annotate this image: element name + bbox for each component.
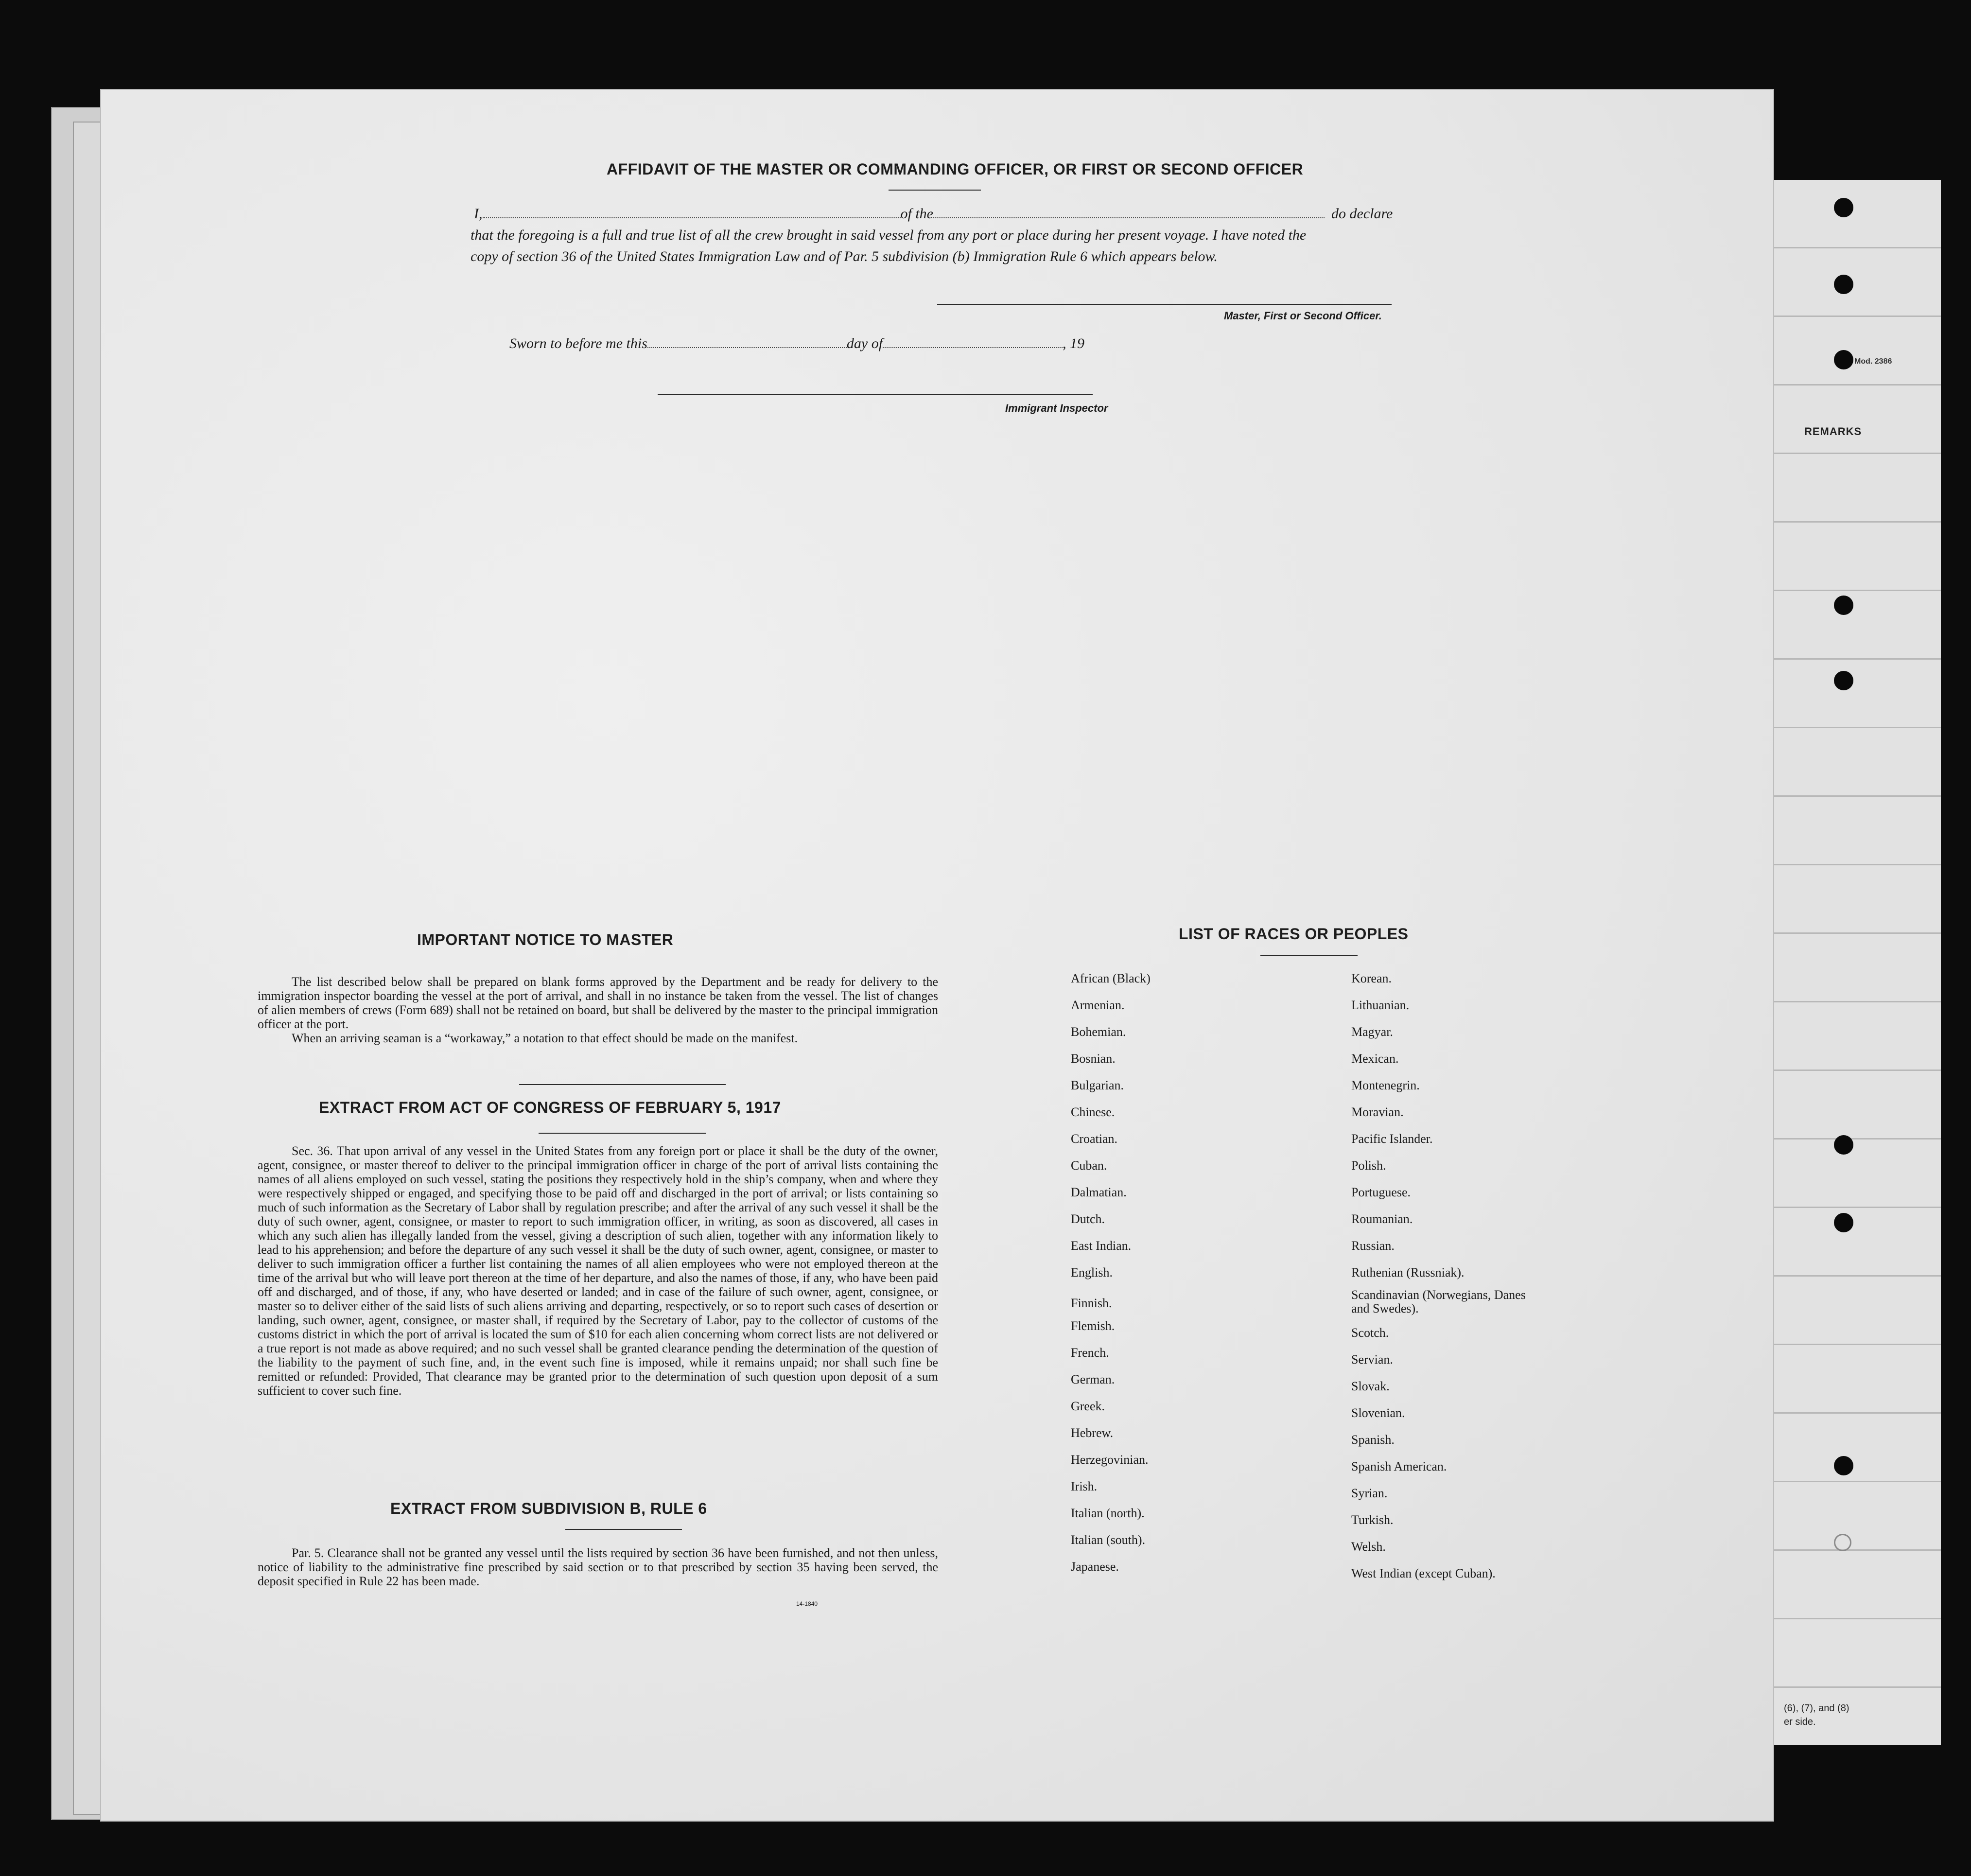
race-item: Armenian. (1071, 998, 1125, 1012)
affidavit-sheet (101, 90, 1773, 1821)
notice-paragraph-2: When an arriving seaman is a “workaway,” a notation to that effect should be made on the manifest. (292, 1031, 798, 1045)
punch-hole (1834, 671, 1853, 690)
punch-hole (1834, 1135, 1853, 1155)
form-model-number: Mod. 2386 (1854, 357, 1892, 366)
background-manifest-page (1750, 180, 1941, 1745)
rule-extract-body (258, 1546, 938, 1588)
race-item: Bulgarian. (1071, 1078, 1124, 1092)
race-item: Italian (north). (1071, 1506, 1145, 1520)
punch-hole (1834, 1456, 1853, 1475)
race-item: Bosnian. (1071, 1052, 1116, 1066)
race-item: Pacific Islander. (1351, 1132, 1433, 1146)
race-item: German. (1071, 1372, 1115, 1386)
race-item: Welsh. (1351, 1540, 1386, 1554)
race-item: Korean. (1351, 971, 1392, 985)
notice-body (258, 975, 938, 1045)
punch-hole (1834, 350, 1853, 369)
race-item: Montenegrin. (1351, 1078, 1420, 1092)
affidavit-line-1 (474, 206, 1393, 222)
act-extract-body (258, 1144, 938, 1398)
race-item: Dutch. (1071, 1212, 1105, 1226)
affidavit-title: AFFIDAVIT OF THE MASTER OR COMMANDING OFFICER, OR FIRST OR SECOND OFFICER (607, 160, 1304, 178)
race-item: Greek. (1071, 1399, 1105, 1413)
race-item: Servian. (1351, 1352, 1393, 1367)
sworn-year: , 19 (1063, 335, 1085, 351)
race-item: Slovenian. (1351, 1406, 1405, 1420)
act-extract-rule (539, 1133, 706, 1134)
race-item: Syrian. (1351, 1486, 1388, 1500)
sworn-prefix: Sworn to before me this (509, 335, 647, 351)
rule-extract-title: EXTRACT FROM SUBDIVISION B, RULE 6 (390, 1500, 707, 1517)
affidavit-line-3: copy of section 36 of the United States Immigration Law and of Par. 5 subdivision (b) Immigration Rule 6 which appears below. (471, 248, 1218, 264)
race-item: Polish. (1351, 1158, 1386, 1173)
sworn-line (509, 335, 1084, 352)
race-item: Lithuanian. (1351, 998, 1410, 1012)
race-item: Russian. (1351, 1239, 1395, 1253)
vessel-blank (933, 217, 1325, 218)
affidavit-declare: do declare (1331, 206, 1393, 222)
affidavit-of-the: of the (900, 206, 933, 222)
notice-title: IMPORTANT NOTICE TO MASTER (417, 931, 674, 948)
background-footnote-line1: (6), (7), and (8) (1784, 1703, 1849, 1714)
race-item: Portuguese. (1351, 1185, 1411, 1199)
punch-hole (1834, 596, 1853, 615)
race-item: Scotch. (1351, 1326, 1389, 1340)
remarks-header: REMARKS (1804, 425, 1862, 438)
race-item: Cuban. (1071, 1158, 1107, 1173)
race-item: Herzegovinian. (1071, 1453, 1149, 1467)
sworn-date-blank (647, 347, 847, 348)
race-item: Slovak. (1351, 1379, 1390, 1393)
races-right-column (1351, 965, 1623, 1587)
sworn-day-of: day of (846, 335, 883, 351)
notice-rule (519, 1084, 726, 1085)
race-item: Italian (south). (1071, 1533, 1146, 1547)
punch-hole (1834, 1534, 1851, 1551)
rule-extract-rule (565, 1529, 682, 1530)
race-item: Japanese. (1071, 1560, 1119, 1574)
race-item: Spanish. (1351, 1433, 1395, 1447)
race-item: Hebrew. (1071, 1426, 1114, 1440)
race-item: Roumanian. (1351, 1212, 1413, 1226)
race-item: Irish. (1071, 1479, 1098, 1493)
punch-hole (1834, 198, 1853, 217)
inspector-signature-line (658, 394, 1093, 395)
notice-paragraph-1: The list described below shall be prepared on blank forms approved by the Department and be ready for delivery to the immigration inspector boarding the vessel at the port of arrival, and shall in no instance be taken from the vessel. The list of changes of alien members of crews (Form 689) shall not be retained on board, but shall be delivered by the master to the principal immigration officer at the port. (258, 975, 938, 1031)
sworn-month-blank (883, 347, 1063, 348)
race-item: Finnish. (1071, 1296, 1112, 1310)
form-number: 14-1840 (796, 1600, 818, 1607)
race-item: English. (1071, 1265, 1113, 1280)
background-footnote (1784, 1701, 1849, 1729)
race-item: Ruthenian (Russniak). (1351, 1265, 1465, 1280)
master-signature-label: Master, First or Second Officer. (1224, 310, 1382, 322)
race-item: Spanish American. (1351, 1459, 1447, 1473)
race-item: Mexican. (1351, 1052, 1399, 1066)
act-extract-title: EXTRACT FROM ACT OF CONGRESS OF FEBRUARY 5, 1917 (319, 1099, 781, 1116)
race-item: Flemish. (1071, 1319, 1115, 1333)
rule-extract-text: Par. 5. Clearance shall not be granted any vessel until the lists required by section 36 have been furnished, and not then unless, notice of liability to the administrative fine prescribed by said section or to that prescribed by section 35 having been served, the deposit specified in Rule 22 has been made. (258, 1546, 938, 1588)
race-item: West Indian (except Cuban). (1351, 1566, 1496, 1580)
background-footnote-line2: er side. (1784, 1717, 1816, 1727)
races-left-column (1071, 965, 1333, 1580)
race-item: French. (1071, 1346, 1109, 1360)
title-rule (889, 190, 981, 191)
race-item: Magyar. (1351, 1025, 1393, 1039)
race-item: Bohemian. (1071, 1025, 1126, 1039)
punch-hole (1834, 1213, 1853, 1232)
race-item: Chinese. (1071, 1105, 1115, 1119)
affidavit-line-2: that the foregoing is a full and true list of all the crew brought in said vessel from any port or place during her present voyage. I have noted the (471, 227, 1307, 243)
race-item: Scandinavian (Norwegians, Danes and Swedes). (1351, 1288, 1526, 1315)
punch-hole (1834, 275, 1853, 294)
race-item: Turkish. (1351, 1513, 1394, 1527)
affidavit-i: I, (474, 206, 483, 222)
races-rule (1260, 955, 1358, 956)
race-item: East Indian. (1071, 1239, 1132, 1253)
race-item: Moravian. (1351, 1105, 1404, 1119)
inspector-signature-label: Immigrant Inspector (1005, 402, 1108, 414)
name-blank (483, 217, 901, 218)
race-item: African (Black) (1071, 971, 1151, 985)
race-item: Dalmatian. (1071, 1185, 1127, 1199)
races-title: LIST OF RACES OR PEOPLES (1179, 925, 1409, 943)
race-item: Croatian. (1071, 1132, 1118, 1146)
act-extract-text: Sec. 36. That upon arrival of any vessel in the United States from any foreign port or place it shall be the duty of the owner, agent, consignee, or master thereof to deliver to the principal immigration officer in charge of the port of arrival lists containing the names of all aliens employed on such vessel, stating the positions they respectively hold in the ship’s company, when and where they were respectively shipped or engaged, and specifying those to be paid off and discharged in the port of arrival; or lists containing so much of such information as the Secretary of Labor shall by regulation prescribe; and after the arrival of any such vessel it shall be the duty of such owner, agent, consignee, or master to report to such immigration officer, in writing, as soon as discovered, all cases in which any such alien has illegally landed from the vessel, giving a description of such alien, together with any information likely to lead to his apprehension; and before the departure of any such vessel it shall be the duty of such owner, agent, consignee, or master to deliver to such immigration officer a further list containing the names of all alien employees who were not employed thereon at the time of the arrival but who will leave port thereon at the time of her departure, and also the names of those, if any, who have been paid off and discharged, and of those, if any, who have deserted or landed; and in case of the failure of such owner, agent, consignee, or master so to deliver either of the said lists of such aliens arriving and departing, respectively, or so to report such cases of desertion or landing, such owner, agent, consignee, or master shall, if required by the Secretary of Labor, pay to the collector of customs of the customs district in which the port of arrival is located the sum of $10 for each alien concerning whom correct lists are not delivered or a true report is not made as above required; and no such vessel shall be granted clearance pending the determination of the question of the liability to the payment of such fine, and, in the event such fine is imposed, while it remains unpaid; nor shall such fine be remitted or refunded: Provided, That clearance may be granted prior to the determination of such question upon deposit of a sum sufficient to cover such fine. (258, 1144, 938, 1398)
master-signature-line (937, 304, 1392, 305)
